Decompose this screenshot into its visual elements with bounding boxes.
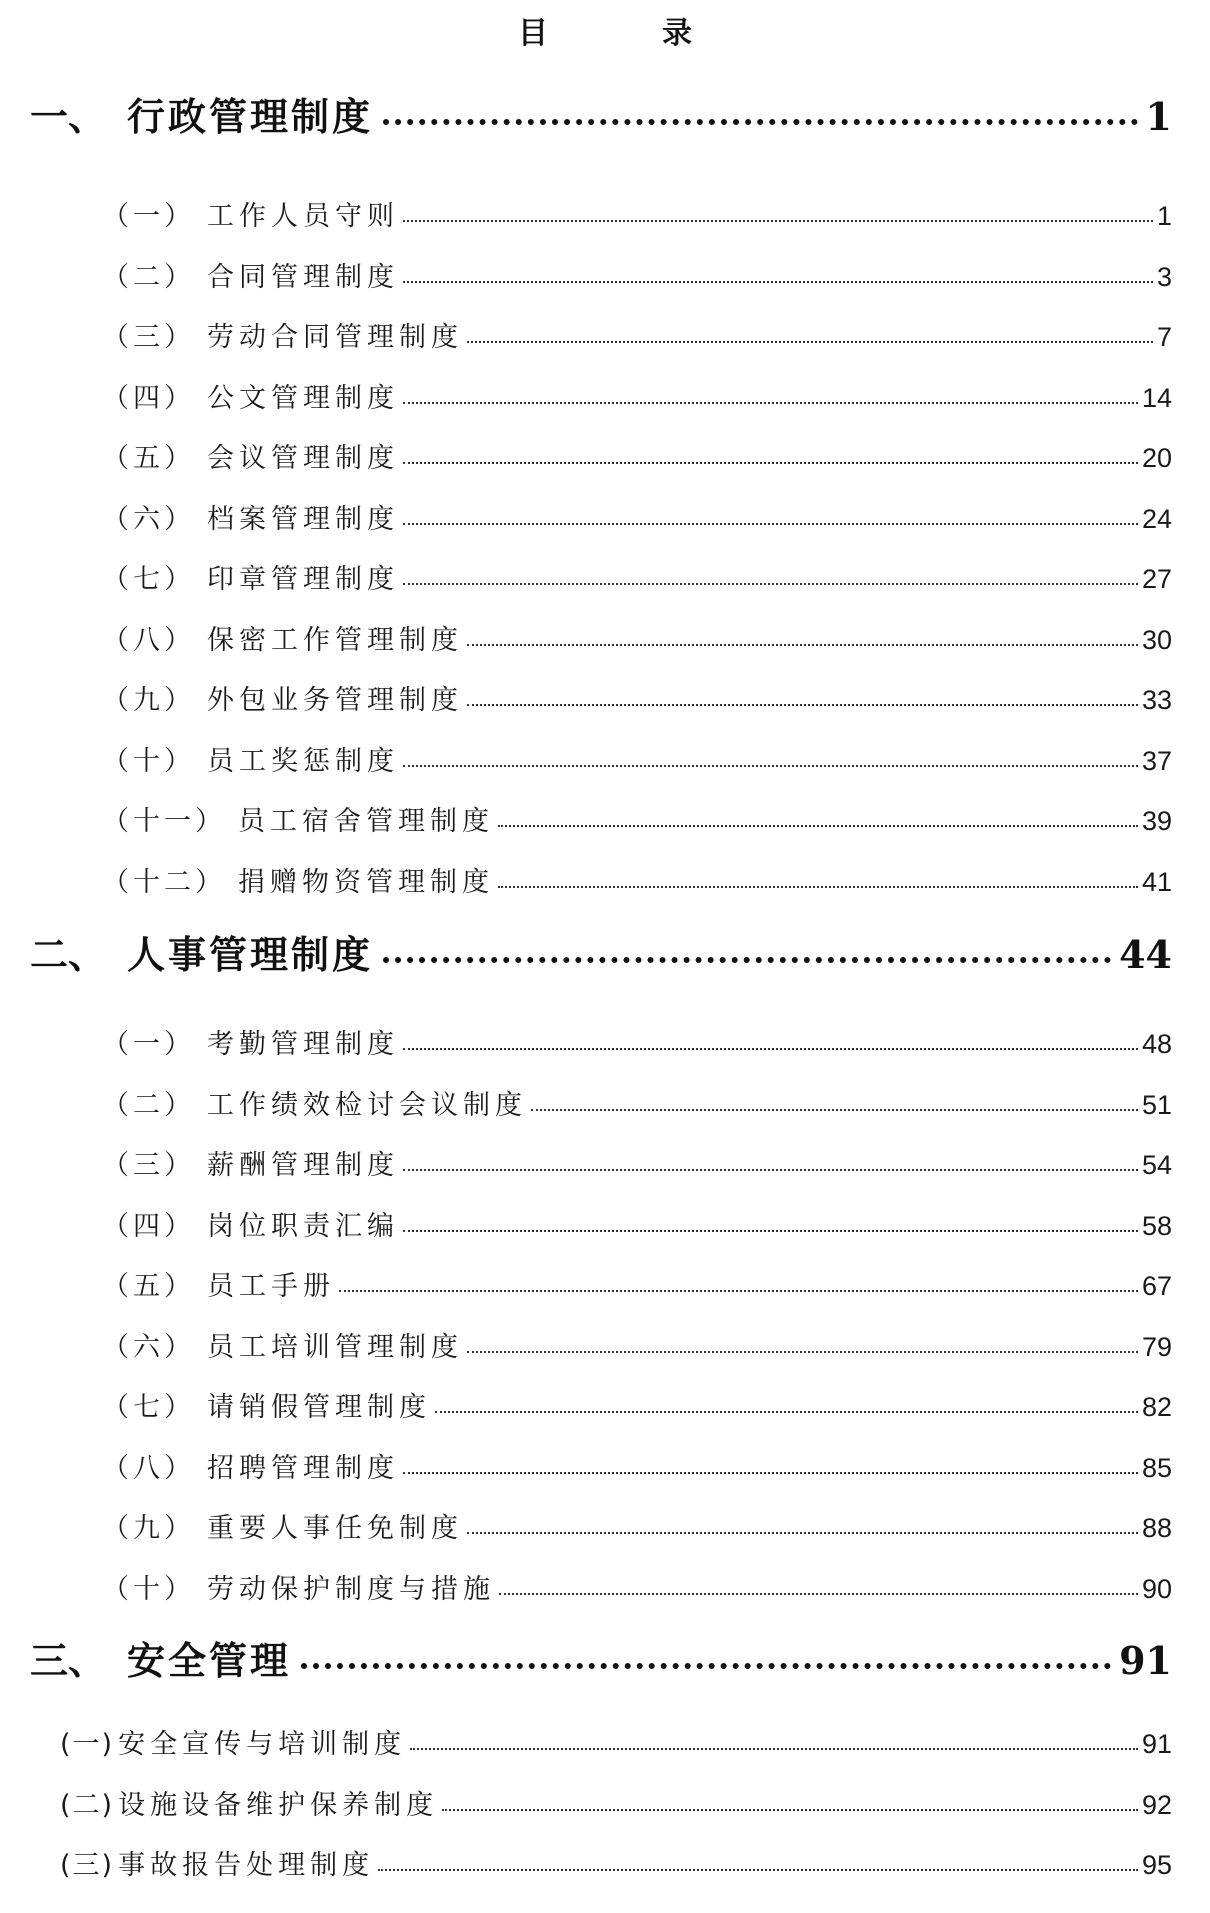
toc-section-1[interactable] (30, 86, 1172, 141)
toc-entry[interactable] (60, 1722, 1172, 1761)
entry-title: 员工培训管理制度 (207, 1332, 463, 1363)
entry-number: （一） (102, 201, 195, 232)
entry-title: 外包业务管理制度 (207, 685, 463, 716)
dot-leader (403, 462, 1138, 464)
entry-title: 招聘管理制度 (207, 1453, 399, 1484)
entry-number: （八） (102, 625, 195, 656)
dot-leader (383, 957, 1111, 963)
entry-page-number: 39 (1141, 806, 1172, 836)
entry-title: 工作绩效检讨会议制度 (207, 1090, 527, 1121)
entry-title: 保密工作管理制度 (207, 625, 463, 656)
entry-title: 岗位职责汇编 (207, 1211, 399, 1242)
entry-title: 员工手册 (207, 1271, 335, 1302)
section-number: 一、 (30, 94, 107, 139)
dot-leader (410, 1748, 1138, 1750)
dot-leader (301, 1663, 1111, 1669)
entry-title: 捐赠物资管理制度 (238, 867, 494, 898)
toc-entry[interactable] (102, 618, 1172, 657)
entry-page-number: 85 (1141, 1453, 1172, 1483)
toc-entry[interactable] (102, 255, 1172, 294)
dot-leader (403, 765, 1138, 767)
toc-title: 目 录 (518, 16, 734, 51)
dot-leader (403, 1230, 1138, 1232)
entry-number: （五） (102, 443, 195, 474)
dot-leader (403, 1169, 1138, 1171)
entry-title: 劳动合同管理制度 (207, 322, 463, 353)
dot-leader (467, 341, 1153, 343)
entry-title: 重要人事任免制度 (207, 1513, 463, 1544)
entry-page-number: 37 (1141, 746, 1172, 776)
entry-number: （一） (102, 1029, 195, 1060)
entry-title: 员工奖惩制度 (207, 746, 399, 777)
toc-entry[interactable] (102, 1385, 1172, 1424)
entry-title: 印章管理制度 (207, 564, 399, 595)
dot-leader (467, 644, 1138, 646)
toc-entry[interactable] (102, 1325, 1172, 1364)
entry-title: 薪酬管理制度 (207, 1150, 399, 1181)
dot-leader (467, 1532, 1138, 1534)
entry-number: （七） (102, 1392, 195, 1423)
dot-leader (531, 1109, 1138, 1111)
dot-leader (339, 1290, 1138, 1292)
toc-entry[interactable] (102, 557, 1172, 596)
entry-page-number: 30 (1141, 625, 1172, 655)
toc-entry[interactable] (60, 1783, 1172, 1822)
toc-entry[interactable] (102, 739, 1172, 778)
entry-title: 设施设备维护保养制度 (118, 1790, 439, 1821)
toc-entry[interactable] (102, 1567, 1172, 1606)
entry-page-number: 92 (1141, 1790, 1172, 1820)
entry-number: （二） (102, 262, 195, 293)
section-title: 人事管理制度 (127, 932, 374, 977)
entry-page-number: 58 (1141, 1211, 1172, 1241)
entry-title: 请销假管理制度 (207, 1392, 431, 1423)
section-page-number: 44 (1119, 932, 1172, 977)
section-title: 行政管理制度 (127, 94, 374, 139)
entry-page-number: 41 (1141, 867, 1172, 897)
entry-page-number: 88 (1141, 1513, 1172, 1543)
entry-page-number: 14 (1141, 383, 1172, 413)
entry-number: （四） (102, 1211, 195, 1242)
toc-entry[interactable] (102, 315, 1172, 354)
toc-entry[interactable] (102, 1083, 1172, 1122)
entry-title: 劳动保护制度与措施 (207, 1574, 495, 1605)
entry-number: （九） (102, 685, 195, 716)
entry-number: （九） (102, 1513, 195, 1544)
dot-leader (378, 1869, 1138, 1871)
toc-entry[interactable] (102, 497, 1172, 536)
entry-number: (二) (60, 1790, 115, 1821)
toc-entry[interactable] (102, 194, 1172, 233)
entry-page-number: 3 (1156, 262, 1172, 292)
toc-entry[interactable] (102, 436, 1172, 475)
entry-number: （三） (102, 1150, 195, 1181)
section-number: 三、 (30, 1638, 107, 1683)
toc-entry[interactable] (102, 1264, 1172, 1303)
entry-number: （七） (102, 564, 195, 595)
toc-entry[interactable] (102, 860, 1172, 899)
entry-title: 安全宣传与培训制度 (118, 1729, 407, 1760)
dot-leader (498, 886, 1138, 888)
toc-entry[interactable] (102, 1446, 1172, 1485)
entry-page-number: 20 (1141, 443, 1172, 473)
entry-number: (一) (60, 1729, 115, 1760)
dot-leader (403, 220, 1153, 222)
dot-leader (499, 1593, 1138, 1595)
dot-leader (403, 1472, 1138, 1474)
section-title: 安全管理 (127, 1638, 292, 1683)
entry-number: （三） (102, 322, 195, 353)
entry-title: 档案管理制度 (207, 504, 399, 535)
entry-number: （八） (102, 1453, 195, 1484)
entry-number: （六） (102, 504, 195, 535)
dot-leader (435, 1411, 1138, 1413)
toc-entry[interactable] (102, 1204, 1172, 1243)
entry-page-number: 67 (1141, 1271, 1172, 1301)
entry-page-number: 24 (1141, 504, 1172, 534)
dot-leader (467, 704, 1138, 706)
dot-leader (403, 523, 1138, 525)
entry-number: （六） (102, 1332, 195, 1363)
entry-title: 合同管理制度 (207, 262, 399, 293)
dot-leader (383, 119, 1138, 125)
entry-number: （十） (102, 746, 195, 777)
entry-page-number: 33 (1141, 685, 1172, 715)
section-page-number: 1 (1145, 94, 1172, 139)
entry-title: 考勤管理制度 (207, 1029, 399, 1060)
entry-number: （五） (102, 1271, 195, 1302)
dot-leader (442, 1809, 1138, 1811)
dot-leader (403, 583, 1138, 585)
entry-number: （十） (102, 1574, 195, 1605)
toc-section-3[interactable] (30, 1630, 1172, 1685)
section-number: 二、 (30, 932, 107, 977)
entry-page-number: 82 (1141, 1392, 1172, 1422)
entry-title: 事故报告处理制度 (118, 1850, 375, 1881)
dot-leader (403, 281, 1153, 283)
entry-page-number: 48 (1141, 1029, 1172, 1059)
entry-page-number: 54 (1141, 1150, 1172, 1180)
dot-leader (498, 825, 1138, 827)
entry-title: 员工宿舍管理制度 (238, 806, 494, 837)
toc-entry[interactable] (102, 678, 1172, 717)
toc-entry[interactable] (60, 1843, 1172, 1882)
section-page-number: 91 (1119, 1638, 1172, 1683)
entry-title: 公文管理制度 (207, 383, 399, 414)
entry-page-number: 7 (1156, 322, 1172, 352)
toc-entry[interactable] (102, 1506, 1172, 1545)
toc-entry[interactable] (102, 799, 1172, 838)
entry-number: （二） (102, 1090, 195, 1121)
toc-entry[interactable] (102, 1143, 1172, 1182)
entry-page-number: 1 (1156, 201, 1172, 231)
entry-page-number: 90 (1141, 1574, 1172, 1604)
dot-leader (403, 402, 1138, 404)
toc-entry[interactable] (102, 376, 1172, 415)
toc-entry[interactable] (102, 1022, 1172, 1061)
entry-page-number: 79 (1141, 1332, 1172, 1362)
entry-title: 会议管理制度 (207, 443, 399, 474)
entry-page-number: 27 (1141, 564, 1172, 594)
entry-number: (三) (60, 1850, 115, 1881)
entry-page-number: 91 (1141, 1729, 1172, 1759)
entry-number: （十一） (102, 806, 226, 837)
entry-number: （十二） (102, 867, 226, 898)
entry-page-number: 51 (1141, 1090, 1172, 1120)
entry-number: （四） (102, 383, 195, 414)
toc-section-2[interactable] (30, 924, 1172, 979)
entry-title: 工作人员守则 (207, 201, 399, 232)
dot-leader (467, 1351, 1138, 1353)
entry-page-number: 95 (1141, 1850, 1172, 1880)
dot-leader (403, 1048, 1138, 1050)
